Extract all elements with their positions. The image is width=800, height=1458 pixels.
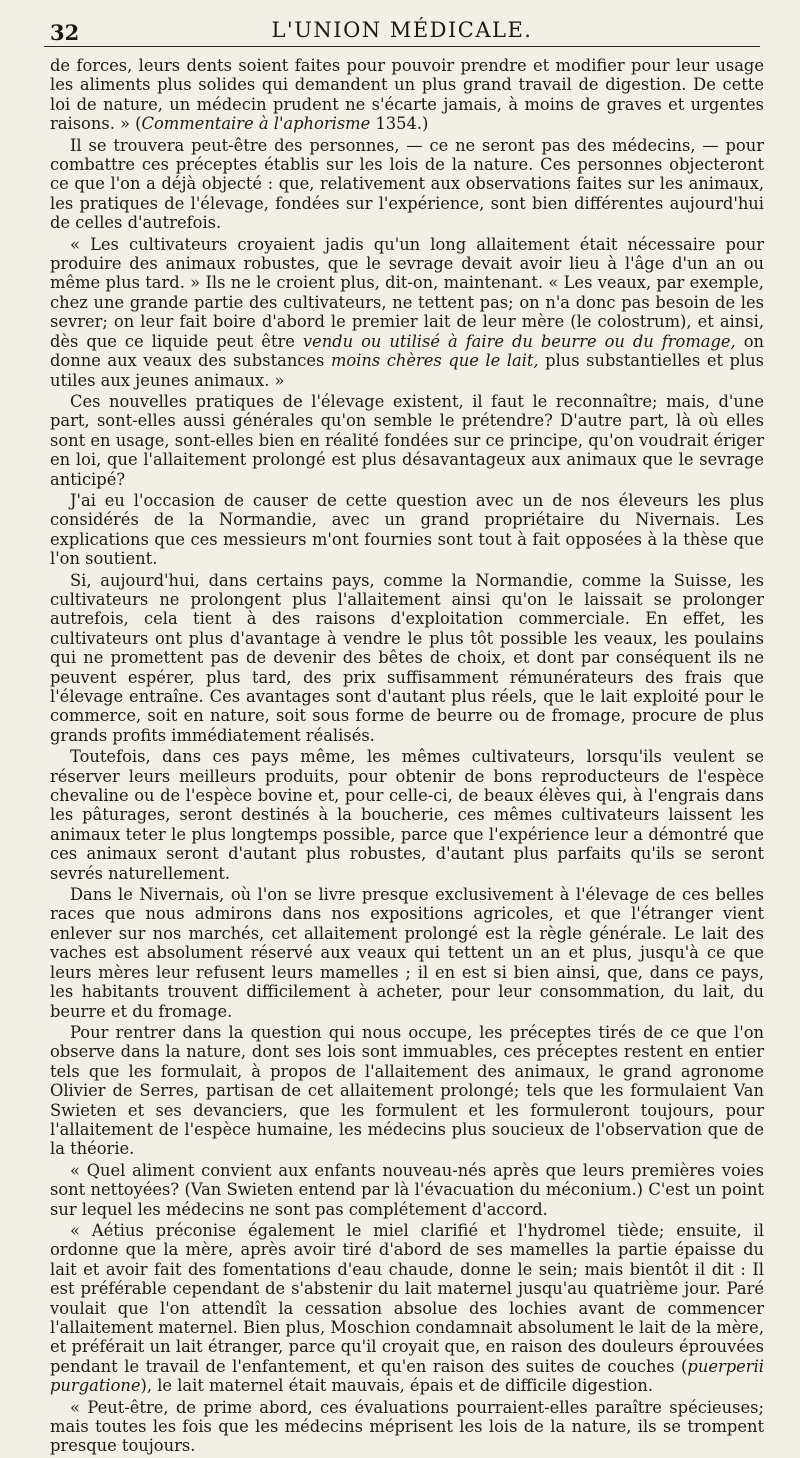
page-header (44, 14, 760, 44)
text-run: 1354.) (370, 114, 429, 134)
paragraph (50, 1221, 764, 1396)
italic-text: moins chères que le lait, (330, 351, 539, 371)
text-run: plus substantielles et plus utiles aux jeunes animaux. » (50, 351, 764, 390)
paragraph (50, 136, 764, 233)
text-run: « Quel aliment convient aux enfants nouveau-nés après que leurs premières voies sont nettoyées? (Van Swieten entend par là l'évacuation du méconium.) C'est un point sur lequel les médecins ne sont pas complétement d'accord. (50, 1160, 764, 1219)
text-run: « Les cultivateurs croyaient jadis qu'un long allaitement était nécessaire pour produire des animaux robustes, que le sevrage devait avoir lieu à l'âge d'un an ou même plus tard. » Ils ne le croient plus, dit-on, maintenant. « Les veaux, par exemple, chez une grande partie des cultivateurs, ne tettent pas; on n'a donc pas besoin de les sevrer; on leur fait boire d'abord le premier lait de leur mère (le colostrum), et ainsi, dès que ce liquide peut être (50, 234, 764, 351)
text-run: Pour rentrer dans la question qui nous occupe, les préceptes tirés de ce que l'on observe dans la nature, dont ses lois sont immuables, ces préceptes restent en entier tels que les formulait, à propos de l'allaitement des animaux, le grand agronome Olivier de Serres, partisan de cet allaitement prolongé; tels que les formulaient Van Swieten et ses devanciers, que les formulent et les formuleront toujours, pour l'allaitement de l'espèce humaine, les médecins plus soucieux de l'observation que de la théorie. (50, 1022, 764, 1159)
text-run: Toutefois, dans ces pays même, les mêmes cultivateurs, lorsqu'ils veulent se réserver leurs meilleurs produits, pour obtenir de bons reproducteurs de l'espèce chevaline ou de l'espèce bovine et, pour celle-ci, de beaux élèves qui, à l'engrais dans les pâturages, seront destinés à la boucherie, ces mêmes cultivateurs laissent les animaux teter le plus longtemps possible, parce que l'expérience leur a démontré que ces animaux seront d'autant plus robustes, d'autant plus parfaits qu'ils se seront sevrés naturellement. (50, 747, 764, 883)
paragraph (50, 56, 764, 134)
paragraph (50, 392, 764, 489)
text-run: ), le lait maternel était mauvais, épais et de difficile digestion. (140, 1376, 654, 1396)
running-title: L'UNION MÉDICALE. (271, 18, 533, 42)
paragraph (50, 1023, 764, 1159)
italic-text: puerperii purgatione (50, 1356, 764, 1396)
text-run: Dans le Nivernais, où l'on se livre presque exclusivement à l'élevage de ces belles races que nous admirons dans nos expositions agricoles, et que l'étranger vient enlever sur nos marchés, cet allaitement prolongé est la règle générale. Le lait des vaches est absolument réservé aux veaux qui tettent un an et plus, jusqu'à ce que leurs mères leur refusent leurs mamelles ; il en est si bien ainsi, que, dans ce pays, les habitants trouvent difficilement à acheter, pour leur consommation, du lait, du beurre et du fromage. (50, 885, 764, 1021)
paragraph (50, 235, 764, 390)
page-number: 32 (50, 20, 80, 45)
text-run: Si, aujourd'hui, dans certains pays, comme la Normandie, comme la Suisse, les cultivateurs ne prolongent plus l'allaitement ainsi qu'on le laissait se prolonger autrefois, cela tient à des raisons d'exploitation commerciale. En effet, les cultivateurs ont plus d'avantage à vendre le plus tôt possible les veaux, les poulains qui ne promettent pas de devenir des bêtes de choix, et dont par conséquent ils ne peuvent espérer, plus tard, des prix suffisamment rémunérateurs des frais que l'élevage entraîne. Ces avantages sont d'autant plus réels, que le lait exploité pour le commerce, soit en nature, soit sous forme de beurre ou de fromage, procure de plus grands profits immédiatement réalisés. (50, 570, 764, 745)
paragraph (50, 491, 764, 569)
paragraph (50, 885, 764, 1021)
paragraph (50, 571, 764, 746)
text-run: « Aétius préconise également le miel clarifié et l'hydromel tiède; ensuite, il ordonne que la mère, après avoir tiré d'abord de ses mamelles la partie épaisse du lait et avoir fait des fomentations d'eau chaude, donne le sein; mais bientôt il dit : Il est préférable cependant de s'abstenir du lait maternel jusqu'au quatrième jour. Paré voulait que l'on attendît la cessation absolue des lochies avant de commencer l'allaitement maternel. Bien plus, Moschion condamnait absolument le lait de la mère, et préférait un lait étranger, parce qu'il croyait que, en raison des douleurs éprouvées pendant le travail de l'enfantement, et qu'en raison des suites de couches ( (50, 1220, 764, 1376)
text-run: J'ai eu l'occasion de causer de cette question avec un de nos éleveurs les plus considérés de la Normandie, avec un grand propriétaire du Nivernais. Les explications que ces messieurs m'ont fournies sont tout à fait opposées à la thèse que l'on soutient. (50, 490, 764, 569)
paragraph (50, 1161, 764, 1219)
text-run: de forces, leurs dents soient faites pour pouvoir prendre et modifier pour leur usage les aliments plus solides qui demandent un plus grand travail de digestion. De cette loi de nature, un médecin prudent ne s'écarte jamais, à moins de graves et urgentes raisons. » ( (50, 56, 764, 134)
paragraph (50, 747, 764, 883)
header-rule (44, 46, 760, 47)
italic-text: Commentaire à l'aphorisme (141, 114, 371, 134)
body-text (50, 56, 764, 1458)
paragraph (50, 1398, 764, 1456)
text-run: on donne aux veaux des substances (50, 331, 765, 371)
text-run: « Peut-être, de prime abord, ces évaluations pourraient-elles paraître spécieuses; mais toutes les fois que les médecins méprisent les lois de la nature, ils se trompent presque toujours. (50, 1397, 764, 1456)
text-run: Ces nouvelles pratiques de l'élevage existent, il faut le reconnaître; mais, d'une part, sont-elles aussi générales qu'on semble le prétendre? D'autre part, là où elles sont en usage, sont-elles bien en réalité fondées sur ce principe, qu'on voudrait ériger en loi, que l'allaitement prolongé est plus désavantageux aux animaux que le sevrage anticipé? (50, 391, 764, 489)
italic-text: vendu ou utilisé à faire du beurre ou du fromage, (302, 331, 736, 351)
text-run: Il se trouvera peut-être des personnes, — ce ne seront pas des médecins, — pour combattre ces préceptes établis sur les lois de la nature. Ces personnes objecteront ce que l'on a déjà objecté : que, relativement aux observations faites sur les animaux, les pratiques de l'élevage, fondées sur l'expérience, sont bien différentes aujourd'hui de celles d'autrefois. (50, 135, 764, 233)
